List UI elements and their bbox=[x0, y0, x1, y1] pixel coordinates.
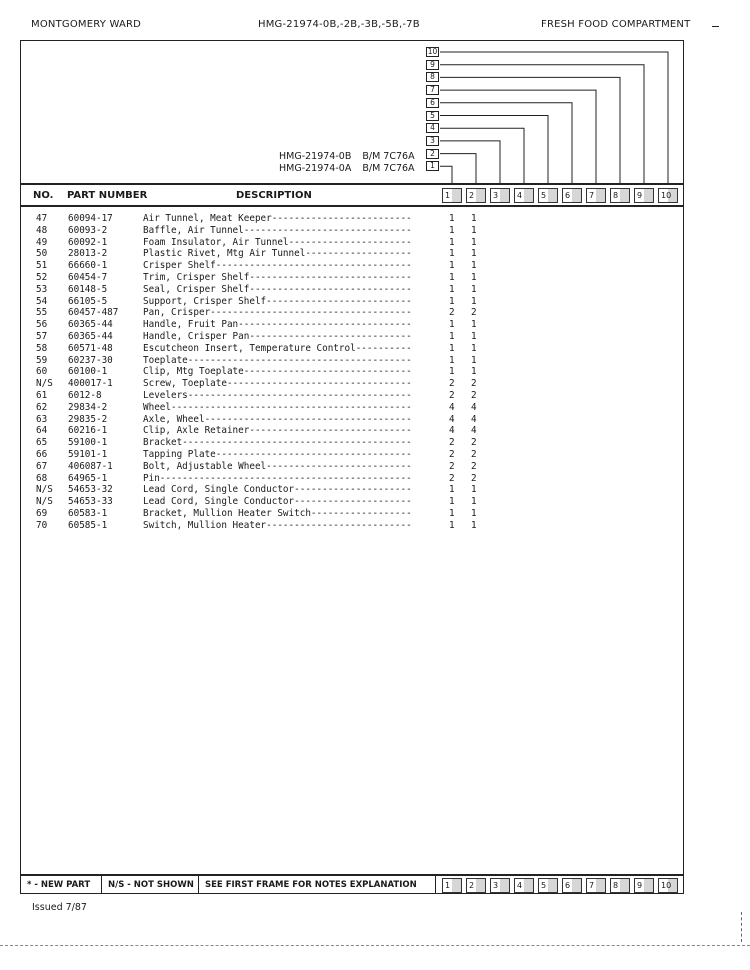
part-description: Bolt, Adjustable Wheel-------------------------- bbox=[143, 460, 412, 472]
table-row bbox=[21, 437, 683, 449]
column-number-box: 9 bbox=[634, 878, 654, 893]
part-description: Lead Cord, Single Conductor--------------------- bbox=[143, 496, 412, 508]
model-column-box: 8 bbox=[426, 72, 439, 82]
column-number-box: 3 bbox=[490, 878, 510, 893]
part-number: 60092-1 bbox=[68, 236, 108, 248]
part-index: 49 bbox=[36, 236, 48, 248]
leader-line bbox=[440, 128, 524, 183]
part-index: 48 bbox=[36, 224, 48, 236]
quantity-col-2: 2 bbox=[471, 437, 477, 449]
quantity-col-2: 1 bbox=[471, 366, 477, 378]
part-number: 60237-30 bbox=[68, 354, 113, 366]
table-row bbox=[21, 272, 683, 284]
model-column-box: 9 bbox=[426, 60, 439, 70]
part-description: Crisper Shelf----------------------------------- bbox=[143, 260, 412, 272]
quantity-col-1: 2 bbox=[449, 307, 455, 319]
part-number: 66660-1 bbox=[68, 260, 108, 272]
quantity-col-2: 1 bbox=[471, 213, 477, 224]
legend-new-part: * - NEW PART bbox=[21, 876, 102, 894]
part-index: 70 bbox=[36, 519, 48, 531]
header-manufacturer: MONTGOMERY WARD bbox=[31, 19, 142, 30]
quantity-col-2: 2 bbox=[471, 460, 477, 472]
quantity-col-2: 1 bbox=[471, 248, 477, 260]
quantity-col-1: 1 bbox=[449, 519, 455, 531]
quantity-col-1: 1 bbox=[449, 283, 455, 295]
right-edge-marks bbox=[741, 912, 742, 942]
quantity-col-2: 1 bbox=[471, 236, 477, 248]
column-number-box: 7 bbox=[586, 878, 606, 893]
quantity-col-2: 1 bbox=[471, 224, 477, 236]
quantity-col-2: 2 bbox=[471, 389, 477, 401]
table-row bbox=[21, 319, 683, 331]
column-number-box: 10 bbox=[658, 878, 678, 893]
quantity-col-2: 1 bbox=[471, 354, 477, 366]
quantity-col-2: 1 bbox=[471, 342, 477, 354]
part-index: 58 bbox=[36, 342, 48, 354]
quantity-col-1: 4 bbox=[449, 425, 455, 437]
part-description: Support, Crisper Shelf-------------------------- bbox=[143, 295, 412, 307]
part-number: 54653-32 bbox=[68, 484, 113, 496]
part-index: 57 bbox=[36, 330, 48, 342]
parts-list-frame bbox=[20, 40, 684, 894]
table-row bbox=[21, 425, 683, 437]
part-number: 60454-7 bbox=[68, 271, 108, 283]
table-row bbox=[21, 307, 683, 319]
table-row bbox=[21, 260, 683, 272]
part-number: 60100-1 bbox=[68, 366, 108, 378]
quantity-col-2: 2 bbox=[471, 448, 477, 460]
quantity-col-1: 1 bbox=[449, 342, 455, 354]
quantity-col-2: 1 bbox=[471, 519, 477, 531]
quantity-col-1: 2 bbox=[449, 448, 455, 460]
quantity-col-1: 4 bbox=[449, 401, 455, 413]
column-number-box: 9 bbox=[634, 188, 654, 203]
column-header-description: DESCRIPTION bbox=[236, 190, 312, 201]
part-description: Handle, Crisper Pan----------------------------- bbox=[143, 330, 412, 342]
table-row bbox=[21, 473, 683, 485]
column-number-box: 4 bbox=[514, 878, 534, 893]
column-header-row bbox=[21, 183, 683, 207]
quantity-col-1: 2 bbox=[449, 437, 455, 449]
part-number: 60148-5 bbox=[68, 283, 108, 295]
column-number-box: 2 bbox=[466, 878, 486, 893]
column-number-box: 6 bbox=[562, 878, 582, 893]
part-index: 56 bbox=[36, 319, 48, 331]
part-description: Trim, Crisper Shelf----------------------------- bbox=[143, 271, 412, 283]
column-number-box: 6 bbox=[562, 188, 582, 203]
part-number: 60585-1 bbox=[68, 519, 108, 531]
table-row bbox=[21, 284, 683, 296]
quantity-col-2: 1 bbox=[471, 330, 477, 342]
quantity-col-1: 2 bbox=[449, 378, 455, 390]
header-model-list: HMG-21974-0B,-2B,-3B,-5B,-7B bbox=[258, 19, 420, 30]
leader-line bbox=[440, 90, 596, 183]
part-index: N/S bbox=[36, 496, 53, 508]
quantity-col-1: 1 bbox=[449, 295, 455, 307]
model-column-box: 3 bbox=[426, 136, 439, 146]
legend-notes: SEE FIRST FRAME FOR NOTES EXPLANATION bbox=[199, 876, 436, 894]
model-line-0b bbox=[279, 151, 415, 162]
legend-not-shown: N/S - NOT SHOWN bbox=[102, 876, 199, 894]
part-description: Plastic Rivet, Mtg Air Tunnel------------------- bbox=[143, 248, 412, 260]
quantity-col-1: 1 bbox=[449, 236, 455, 248]
table-row bbox=[21, 414, 683, 426]
table-row bbox=[21, 355, 683, 367]
model-column-box: 7 bbox=[426, 85, 439, 95]
table-row bbox=[21, 213, 683, 225]
leader-line bbox=[440, 116, 548, 184]
quantity-col-1: 1 bbox=[449, 484, 455, 496]
column-number-box: 8 bbox=[610, 878, 630, 893]
model-number: HMG-21974-0A bbox=[279, 163, 352, 174]
table-row bbox=[21, 508, 683, 520]
part-index: 55 bbox=[36, 307, 48, 319]
part-number: 60583-1 bbox=[68, 507, 108, 519]
model-line-0a bbox=[279, 163, 415, 174]
part-number: 400017-1 bbox=[68, 378, 113, 390]
quantity-col-1: 1 bbox=[449, 507, 455, 519]
part-number: 60457-487 bbox=[68, 307, 119, 319]
part-index: 47 bbox=[36, 213, 48, 224]
leader-line bbox=[440, 77, 620, 183]
table-row bbox=[21, 390, 683, 402]
table-row bbox=[21, 296, 683, 308]
part-description: Tapping Plate----------------------------------- bbox=[143, 448, 412, 460]
part-index: 69 bbox=[36, 507, 48, 519]
part-number: 6012-8 bbox=[68, 389, 102, 401]
bottom-edge-line bbox=[0, 945, 750, 946]
table-row bbox=[21, 248, 683, 260]
quantity-col-1: 1 bbox=[449, 354, 455, 366]
leader-line bbox=[440, 65, 644, 183]
legend-footer bbox=[21, 874, 683, 894]
quantity-col-1: 1 bbox=[449, 319, 455, 331]
part-number: 28013-2 bbox=[68, 248, 108, 260]
quantity-col-2: 4 bbox=[471, 413, 477, 425]
table-row bbox=[21, 520, 683, 532]
leader-line bbox=[440, 154, 476, 183]
table-row bbox=[21, 496, 683, 508]
quantity-col-2: 2 bbox=[471, 378, 477, 390]
column-number-box: 1 bbox=[442, 878, 462, 893]
column-number-box: 3 bbox=[490, 188, 510, 203]
quantity-col-2: 1 bbox=[471, 507, 477, 519]
column-header-no: NO. bbox=[33, 190, 54, 201]
part-number: 60571-48 bbox=[68, 342, 113, 354]
quantity-col-1: 1 bbox=[449, 271, 455, 283]
part-index: 67 bbox=[36, 460, 48, 472]
column-number-box: 2 bbox=[466, 188, 486, 203]
part-description: Foam Insulator, Air Tunnel---------------------- bbox=[143, 236, 412, 248]
quantity-col-2: 2 bbox=[471, 307, 477, 319]
quantity-col-2: 1 bbox=[471, 484, 477, 496]
table-row bbox=[21, 461, 683, 473]
part-number: 64965-1 bbox=[68, 472, 108, 484]
part-description: Clip, Mtg Toeplate------------------------------ bbox=[143, 366, 412, 378]
edge-mark bbox=[712, 26, 719, 27]
table-row bbox=[21, 378, 683, 390]
part-description: Escutcheon Insert, Temperature Control---------- bbox=[143, 342, 412, 354]
part-index: 61 bbox=[36, 389, 48, 401]
table-row bbox=[21, 343, 683, 355]
part-index: 66 bbox=[36, 448, 48, 460]
part-index: 59 bbox=[36, 354, 48, 366]
quantity-col-1: 1 bbox=[449, 330, 455, 342]
part-index: N/S bbox=[36, 378, 53, 390]
part-number: 60093-2 bbox=[68, 224, 108, 236]
leader-line bbox=[440, 103, 572, 183]
model-bm: B/M 7C76A bbox=[362, 151, 415, 162]
column-number-box: 8 bbox=[610, 188, 630, 203]
part-index: 68 bbox=[36, 472, 48, 484]
quantity-col-2: 1 bbox=[471, 260, 477, 272]
table-row bbox=[21, 237, 683, 249]
part-number: 60094-17 bbox=[68, 213, 113, 224]
part-description: Bracket, Mullion Heater Switch------------------ bbox=[143, 507, 412, 519]
part-description: Air Tunnel, Meat Keeper------------------------- bbox=[143, 213, 412, 224]
part-index: 63 bbox=[36, 413, 48, 425]
model-column-box: 1 bbox=[426, 161, 439, 171]
model-column-box: 5 bbox=[426, 111, 439, 121]
part-description: Lead Cord, Single Conductor--------------------- bbox=[143, 484, 412, 496]
part-index: 65 bbox=[36, 437, 48, 449]
table-row bbox=[21, 366, 683, 378]
part-description: Pin--------------------------------------------- bbox=[143, 472, 412, 484]
parts-table bbox=[21, 213, 683, 532]
part-number: 66105-5 bbox=[68, 295, 108, 307]
model-applicability-area bbox=[21, 41, 683, 183]
column-number-box: 10 bbox=[658, 188, 678, 203]
part-description: Bracket----------------------------------------- bbox=[143, 437, 412, 449]
quantity-col-2: 4 bbox=[471, 425, 477, 437]
part-number: 29835-2 bbox=[68, 413, 108, 425]
column-number-box: 4 bbox=[514, 188, 534, 203]
part-number: 59101-1 bbox=[68, 448, 108, 460]
quantity-col-1: 2 bbox=[449, 389, 455, 401]
part-index: 50 bbox=[36, 248, 48, 260]
quantity-col-2: 4 bbox=[471, 401, 477, 413]
model-column-box: 2 bbox=[426, 149, 439, 159]
quantity-col-1: 4 bbox=[449, 413, 455, 425]
model-bm: B/M 7C76A bbox=[362, 163, 415, 174]
part-description: Levelers---------------------------------------- bbox=[143, 389, 412, 401]
quantity-col-1: 2 bbox=[449, 460, 455, 472]
model-number: HMG-21974-0B bbox=[279, 151, 352, 162]
leader-line bbox=[440, 141, 500, 183]
quantity-col-1: 1 bbox=[449, 213, 455, 224]
part-number: 29834-2 bbox=[68, 401, 108, 413]
part-number: 54653-33 bbox=[68, 496, 113, 508]
column-number-box: 5 bbox=[538, 188, 558, 203]
part-description: Axle, Wheel------------------------------------- bbox=[143, 413, 412, 425]
part-description: Wheel------------------------------------------- bbox=[143, 401, 412, 413]
quantity-col-2: 1 bbox=[471, 283, 477, 295]
quantity-col-1: 2 bbox=[449, 472, 455, 484]
quantity-col-2: 1 bbox=[471, 496, 477, 508]
table-row bbox=[21, 331, 683, 343]
quantity-col-2: 2 bbox=[471, 472, 477, 484]
part-index: 53 bbox=[36, 283, 48, 295]
table-row bbox=[21, 225, 683, 237]
part-index: 62 bbox=[36, 401, 48, 413]
part-index: 52 bbox=[36, 271, 48, 283]
part-description: Handle, Fruit Pan------------------------------- bbox=[143, 319, 412, 331]
quantity-col-2: 1 bbox=[471, 319, 477, 331]
part-number: 60365-44 bbox=[68, 319, 113, 331]
part-index: 64 bbox=[36, 425, 48, 437]
quantity-col-1: 1 bbox=[449, 366, 455, 378]
part-description: Pan, Crisper------------------------------------ bbox=[143, 307, 412, 319]
part-number: 59100-1 bbox=[68, 437, 108, 449]
part-description: Toeplate---------------------------------------- bbox=[143, 354, 412, 366]
table-row bbox=[21, 484, 683, 496]
part-index: N/S bbox=[36, 484, 53, 496]
part-number: 406087-1 bbox=[68, 460, 113, 472]
part-index: 51 bbox=[36, 260, 48, 272]
part-index: 60 bbox=[36, 366, 48, 378]
header-section-title: FRESH FOOD COMPARTMENT bbox=[541, 19, 691, 30]
issue-date: Issued 7/87 bbox=[32, 902, 87, 913]
quantity-col-2: 1 bbox=[471, 295, 477, 307]
model-column-box: 6 bbox=[426, 98, 439, 108]
part-description: Screw, Toeplate--------------------------------- bbox=[143, 378, 412, 390]
table-row bbox=[21, 402, 683, 414]
column-number-box: 1 bbox=[442, 188, 462, 203]
part-number: 60365-44 bbox=[68, 330, 113, 342]
column-number-box: 7 bbox=[586, 188, 606, 203]
part-description: Baffle, Air Tunnel------------------------------ bbox=[143, 224, 412, 236]
part-number: 60216-1 bbox=[68, 425, 108, 437]
leader-line bbox=[440, 52, 668, 183]
quantity-col-1: 1 bbox=[449, 248, 455, 260]
column-header-part-number: PART NUMBER bbox=[67, 190, 148, 201]
table-row bbox=[21, 449, 683, 461]
quantity-col-1: 1 bbox=[449, 224, 455, 236]
model-column-box: 10 bbox=[427, 47, 438, 56]
part-description: Switch, Mullion Heater-------------------------- bbox=[143, 519, 412, 531]
quantity-col-2: 1 bbox=[471, 271, 477, 283]
part-description: Clip, Axle Retainer----------------------------- bbox=[143, 425, 412, 437]
column-number-box: 5 bbox=[538, 878, 558, 893]
quantity-col-1: 1 bbox=[449, 260, 455, 272]
leader-line bbox=[440, 166, 452, 183]
quantity-col-1: 1 bbox=[449, 496, 455, 508]
part-description: Seal, Crisper Shelf----------------------------- bbox=[143, 283, 412, 295]
model-column-box: 4 bbox=[426, 123, 439, 133]
part-index: 54 bbox=[36, 295, 48, 307]
